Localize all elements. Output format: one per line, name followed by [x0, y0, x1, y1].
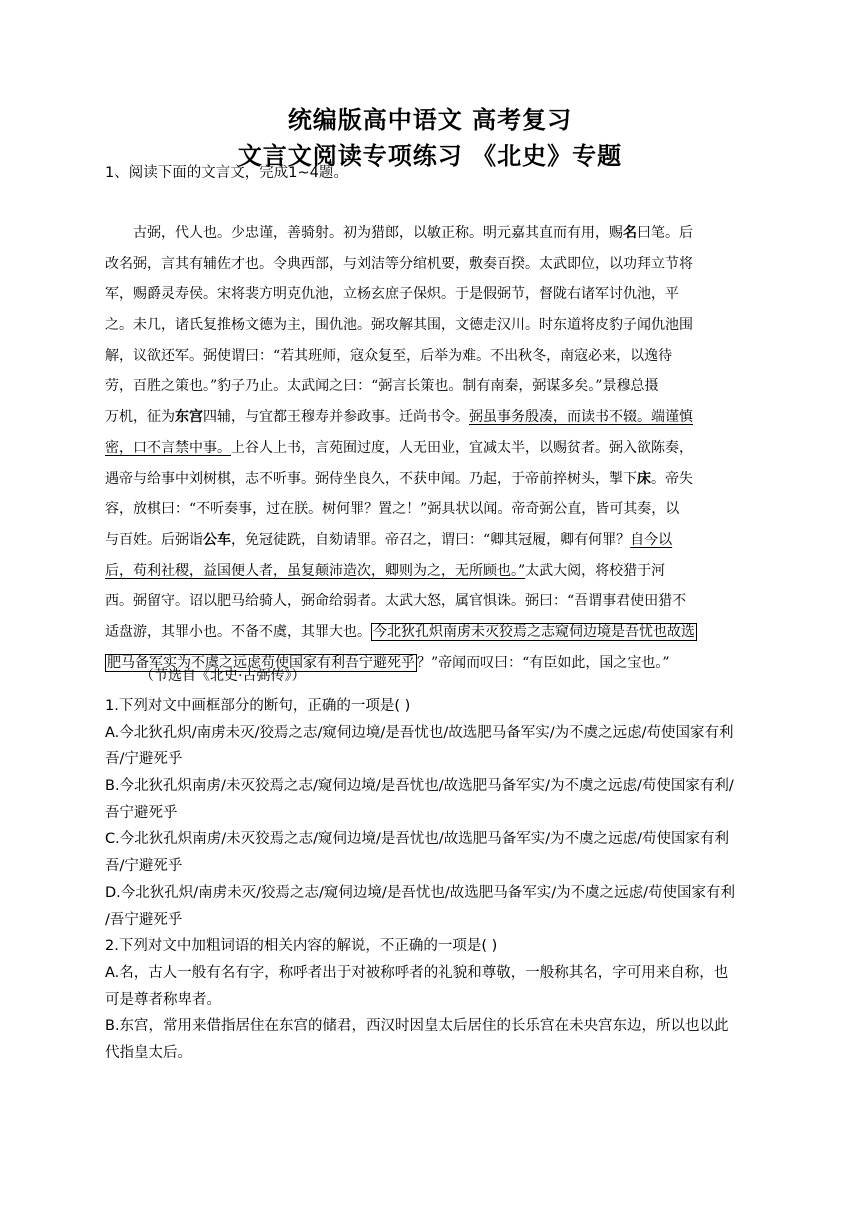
passage-text: 古弼，代人也。少忠谨，善骑射。初为猎郎，以敏正称。明元嘉其直而有用，赐 — [133, 225, 623, 241]
passage-text: 遇帝与给事中刘树棋，志不听事。弼侍坐良久，不获申闻。乃起，于帝前捽树头，掣下 — [105, 470, 637, 487]
classical-passage — [105, 218, 745, 678]
passage-text: 之。未几，诸氏复推杨文德为主，围仇池。弼攻解其围，文德走汉川。时东道将皮豹子闻仇池围 — [105, 317, 693, 334]
q2-option-a: A.名，古人一般有名有字，称呼者出于对被称呼者的礼貌和尊敬，一般称其名，字可用来自称，也 — [105, 964, 729, 981]
passage-line — [105, 433, 745, 464]
passage-text: 上谷人上书，言苑囿过度，人无田业，宜减太半，以赐贫者。弼入欲陈奏， — [231, 439, 693, 456]
passage-line — [105, 464, 745, 495]
passage-text: 容，放棋曰：“不听奏事，过在朕。树何罪？置之！”弼具状以闻。帝奇弼公直，皆可其奏，以 — [105, 501, 680, 518]
q1-option-b: B.今北狄孔炽南虏/未灭狡焉之志/窥伺边境/是吾忧也/故选肥马备军实/为不虞之远虑/苟使国家有利/ — [105, 778, 734, 795]
passage-line — [105, 586, 745, 617]
bold-term-donggong: 东宫 — [175, 409, 203, 426]
boxed-sentence: 今北狄孔炽南虏未灭狡焉之志窥伺边境是吾忧也故选 — [373, 623, 695, 640]
passage-text: 军，赐爵灵寿侯。宋将裴方明克仇池，立杨玄庶子保炽。于是假弼节，督陇右诸军讨仇池，平 — [105, 286, 679, 303]
underlined-sentence: 弼虽事务殷凑，而读书不辍。端谨慎 — [469, 409, 693, 426]
bold-term-ming: 名 — [623, 225, 637, 241]
boxed-sentence: 肥马备军实为不虞之远虑苟使国家有利吾宁避死乎 — [107, 654, 415, 671]
question-1-stem: 1.下列对文中画框部分的断句，正确的一项是( ) — [105, 698, 411, 714]
underlined-sentence: 密，口不言禁中事。 — [105, 439, 231, 456]
q1-option-d-cont: /吾宁避死乎 — [105, 911, 183, 928]
passage-text: 与百姓。后弼诣 — [105, 531, 203, 548]
passage-text: 太武大阅，将校猎于河 — [525, 562, 666, 579]
passage-text: 解，议欲还军。弼使谓曰：“若其班师，寇众复至，后举为难。不出秋冬，南寇必来，以逸待 — [105, 347, 673, 364]
passage-text: 曰笔。后 — [637, 225, 693, 241]
passage-text: ，免冠徒跣，自劾请罪。帝召之，谓曰：“卿其冠履，卿有何罪？ — [231, 531, 631, 548]
passage-text: 改名弼，言其有辅佐才也。令典西部，与刘洁等分绾机要，敷奏百揆。太武即位，以功拜立节将 — [105, 255, 693, 272]
passage-line — [105, 310, 745, 341]
passage-line — [105, 218, 745, 249]
bold-term-gongche: 公车 — [203, 531, 231, 548]
passage-text: 劳，百胜之策也。”豹子乃止。太武闻之曰：“弼言长策也。制有南秦，弼谋多矣。”景穆总摄 — [105, 378, 659, 395]
passage-line — [105, 617, 745, 648]
q2-option-b: B.东宫，常用来借指居住在东宫的储君，西汉时因皇太后居住的长乐宫在未央宫东边，所以也以此 — [105, 1018, 729, 1035]
q2-option-b-cont: 代指皇太后。 — [105, 1044, 192, 1061]
passage-text: ？”帝闻而叹曰：“有臣如此，国之宝也。” — [417, 654, 670, 671]
passage-line — [105, 371, 745, 402]
q1-option-c: C.今北狄孔炽南虏/未灭狡焉之志/窥伺边境/是吾忧也/故选肥马备军实/为不虞之远虑/苟使国家有利 — [105, 831, 730, 848]
q1-option-c-cont: 吾/宁避死乎 — [105, 858, 183, 875]
underlined-sentence: 自今以 — [630, 531, 673, 548]
passage-line — [105, 341, 745, 372]
passage-source: （节选自《北史·古弼传》） — [140, 668, 306, 684]
passage-line — [105, 402, 745, 433]
passage-line — [105, 525, 745, 556]
bold-term-chuang: 床 — [637, 470, 651, 487]
questions — [105, 693, 755, 1067]
passage-line — [105, 556, 745, 587]
q1-option-a-cont: 吾/宁避死乎 — [105, 751, 183, 768]
passage-line — [105, 494, 745, 525]
q1-option-b-cont: 吾宁避死乎 — [105, 804, 178, 821]
q1-option-a: A.今北狄孔炽/南虏未灭/狡焉之志/窥伺边境/是吾忧也/故选肥马备军实/为不虞之远虑/苟使国家有利 — [105, 724, 734, 741]
underlined-sentence: 后，苟利社稷，益国便人者，虽复颠沛造次，卿则为之，无所顾也。” — [105, 562, 526, 579]
passage-text: 万机，征为 — [105, 409, 175, 426]
passage-line — [105, 279, 745, 310]
passage-text: 。帝失 — [651, 470, 693, 487]
q1-option-d: D.今北狄孔炽/南虏未灭/狡焉之志/窥伺边境/是吾忧也/故选肥马备军实/为不虞之远虑/苟使国家有利 — [105, 884, 735, 901]
passage-text: 四辅，与宜都王穆寿并参政事。迁尚书令。 — [203, 409, 469, 426]
question-2-stem: 2.下列对文中加粗词语的相关内容的解说，不正确的一项是( ) — [105, 938, 498, 955]
passage-text: 适盘游，其罪小也。不备不虞，其罪大也。 — [105, 623, 371, 640]
q2-option-a-cont: 可是尊者称卑者。 — [105, 991, 221, 1008]
passage-line — [105, 249, 745, 280]
document-title: 统编版高中语文 高考复习 — [287, 105, 573, 134]
passage-text: 西。弼留守。诏以肥马给骑人，弼命给弱者。太武大怒，属官惧诛。弼曰：“吾谓事君使田猎不 — [105, 593, 687, 610]
document-subtitle: 文言文阅读专项练习 《北史》专题 — [237, 141, 623, 170]
question-intro: 1、阅读下面的文言文，完成1~4题。 — [105, 165, 348, 181]
